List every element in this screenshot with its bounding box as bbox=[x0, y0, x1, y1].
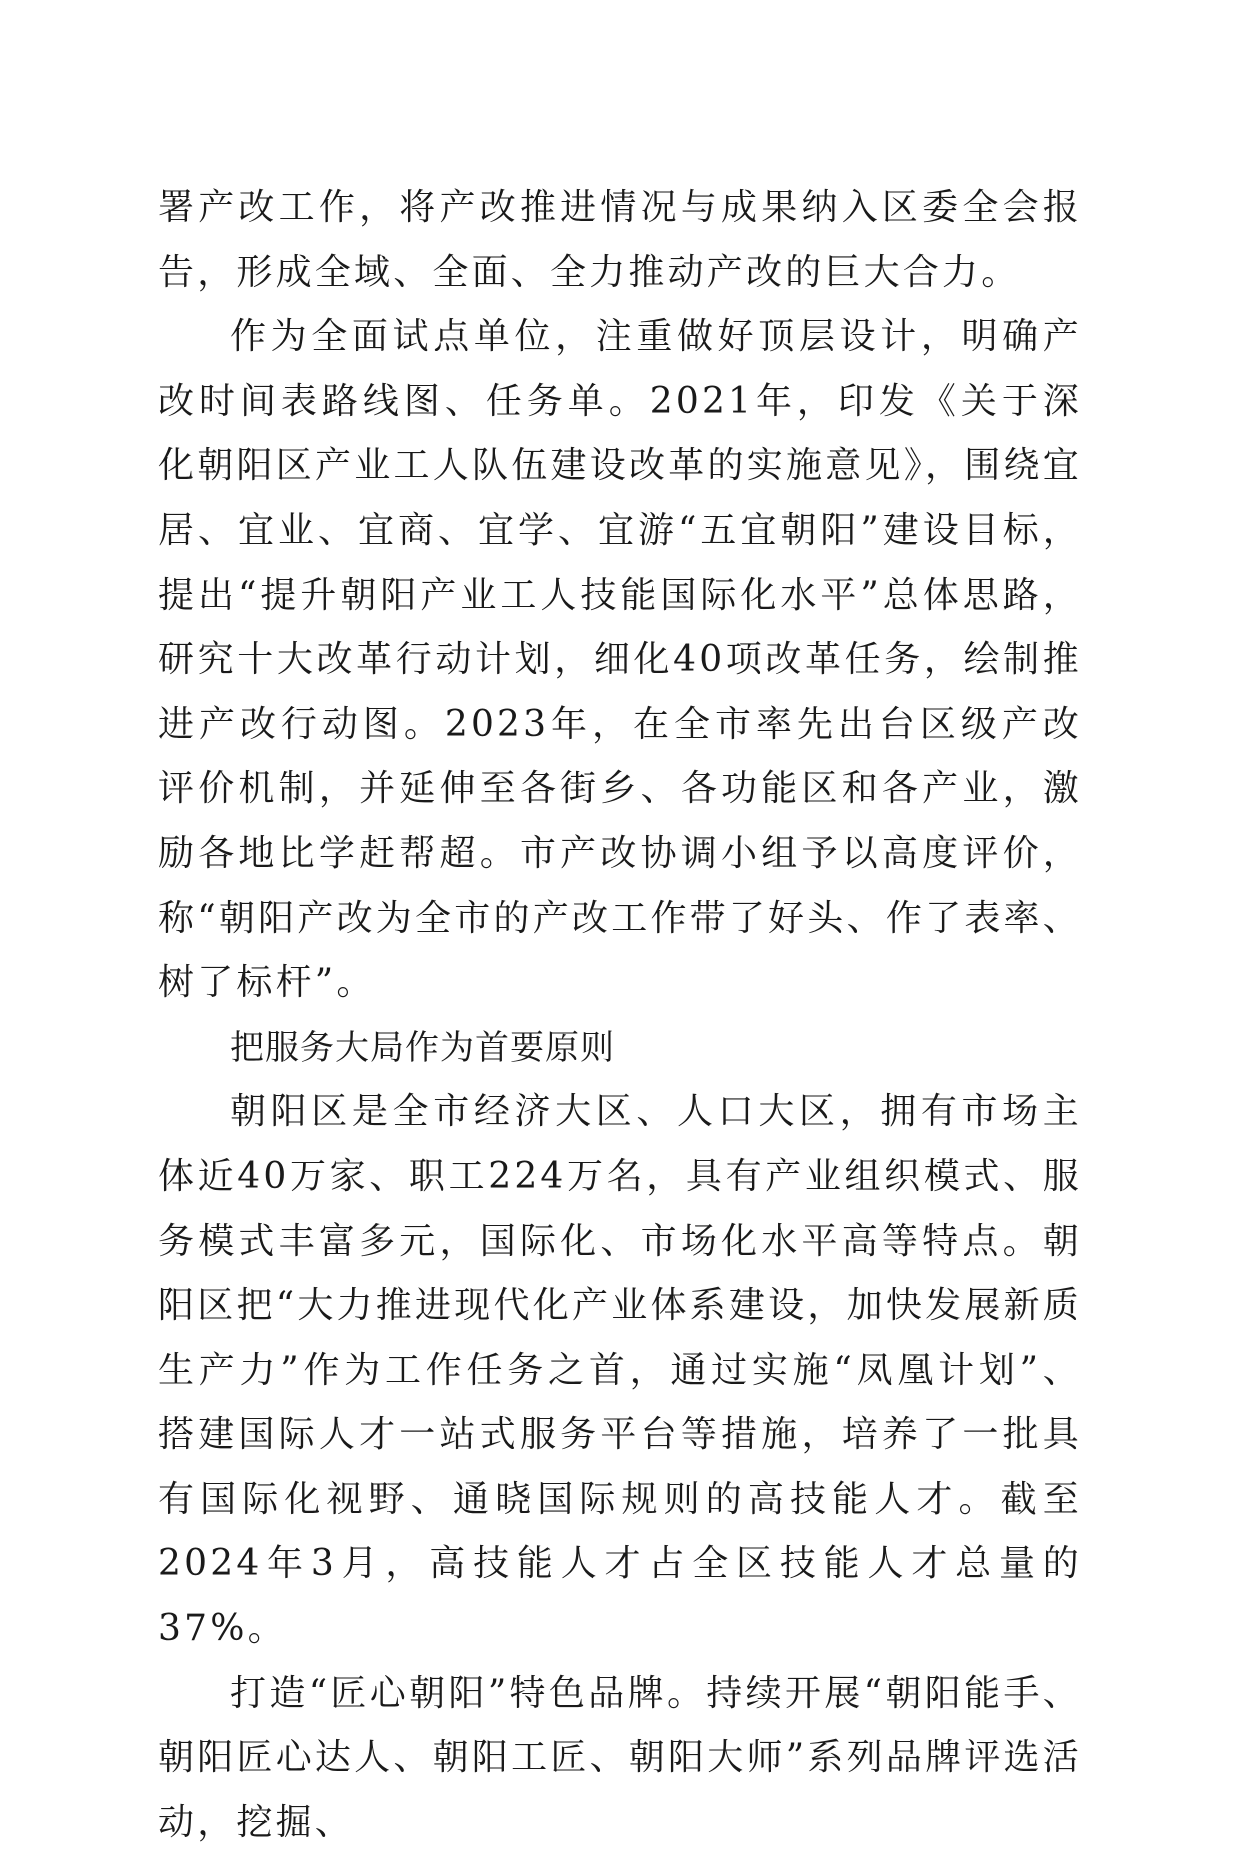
section-heading: 把服务大局作为首要原则 bbox=[230, 1027, 615, 1068]
paragraph-continued: 署产改工作，将产改推进情况与成果纳入区委全会报告，形成全域、全面、全力推动产改的巨大合力。 bbox=[158, 187, 1082, 293]
document-body bbox=[158, 176, 1082, 1855]
paragraph-top-level-design: 作为全面试点单位，注重做好顶层设计，明确产改时间表路线图、任务单。2021年，印发《关于深化朝阳区产业工人队伍建设改革的实施意见》，围绕宜居、宜业、宜商、宜学、宜游“五宜朝阳”建设目标，提出“提升朝阳产业工人技能国际化水平”总体思路，研究十大改革行动计划，细化40项改革任务，绘制推进产改行动图。2023年，在全市率先出台区级产改评价机制，并延伸至各街乡、各功能区和各产业，激励各地比学赶帮超。市产改协调小组予以高度评价，称“朝阳产改为全市的产改工作带了好头、作了表率、树了标杆”。 bbox=[158, 316, 1082, 1004]
paragraph-chaoyang-overview: 朝阳区是全市经济大区、人口大区，拥有市场主体近40万家、职工224万名，具有产业组织模式、服务模式丰富多元，国际化、市场化水平高等特点。朝阳区把“大力推进现代化产业体系建设，加快发展新质生产力”作为工作任务之首，通过实施“凤凰计划”、搭建国际人才一站式服务平台等措施，培养了一批具有国际化视野、通晓国际规则的高技能人才。截至2024年3月，高技能人才占全区技能人才总量的37%。 bbox=[158, 1091, 1082, 1650]
paragraph-craftsman-brand: 打造“匠心朝阳”特色品牌。持续开展“朝阳能手、朝阳匠心达人、朝阳工匠、朝阳大师”系列品牌评选活动，挖掘、 bbox=[158, 1672, 1082, 1843]
